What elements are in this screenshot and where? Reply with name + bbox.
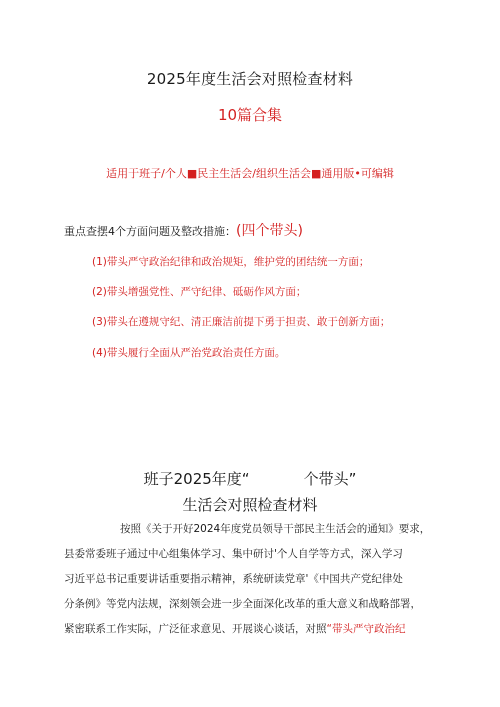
body-line-2: 县委常委班子通过中心组集体学习、集中研讨'个人自学等方式，深入学习 xyxy=(64,548,403,560)
focus-highlight: (四个带头) xyxy=(236,223,303,239)
body-line-5 xyxy=(64,617,440,642)
cover-subtitle: 10篇合集 xyxy=(217,106,283,124)
focus-item-1: (1)带头严守政治纪律和政治规矩，维护党的团结统一方面； xyxy=(92,256,370,268)
document-title-part-2: 个带头” xyxy=(303,470,357,488)
body-line-4: 分条例》等党内法规，深刻领会进一步全面深化改革的重大意义和战略部署， xyxy=(64,598,421,610)
document-title-line-2: 生活会对照检查材料 xyxy=(182,496,318,514)
body-line-1: 按照《关于开好2024年度党员领导干部民主生活会的通知》要求， xyxy=(120,523,431,535)
document-body xyxy=(64,517,440,642)
body-line-5-red: “带头严守政治纪 xyxy=(326,623,406,635)
body-line-3: 习近平总书记重要讲话重要指示精神，系统研读党章'《中国共产党纪律处 xyxy=(64,573,403,585)
applicable-scope-line: 适用于班子/个人■民主生活会/组织生活会■通用版•可编辑 xyxy=(106,167,394,180)
focus-item-2: (2)带头增强党性、严守纪律、砥砺作风方面； xyxy=(92,286,307,298)
body-line-5-text: 紧密联系工作实际，广泛征求意见、开展谈心谈话，对照 xyxy=(64,623,327,635)
document-title-part-1: 班子2025年度“ xyxy=(143,470,250,488)
focus-intro-line xyxy=(64,220,303,240)
focus-intro-text: 重点查摆4个方面问题及整改措施： xyxy=(64,225,236,238)
cover-title: 2025年度生活会对照检查材料 xyxy=(146,70,354,88)
document-title-line-1 xyxy=(0,468,500,489)
focus-item-4: (4)带头履行全面从严治党政治责任方面。 xyxy=(92,347,286,359)
focus-item-3: (3)带头在遵规守纪、清正廉洁前提下勇于担责、敢于创新方面； xyxy=(92,316,391,328)
